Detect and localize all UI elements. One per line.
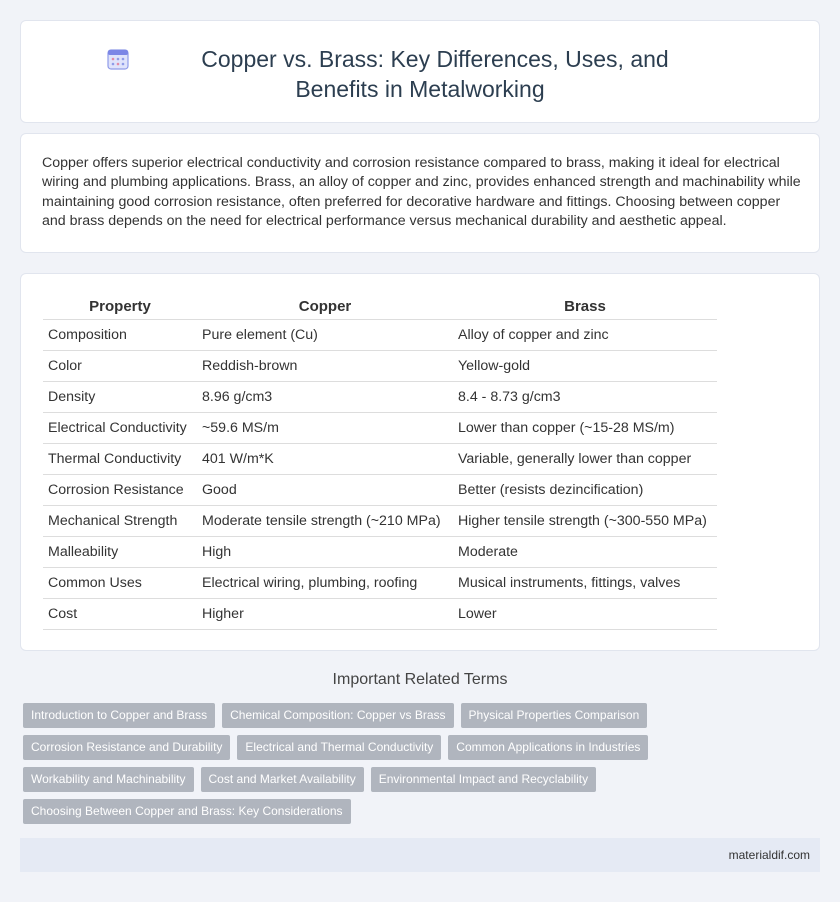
- page-title: Copper vs. Brass: Key Differences, Uses, and Benefits in Metalworking: [201, 46, 669, 102]
- table-cell: Cost: [43, 598, 197, 629]
- table-cell: Higher: [197, 598, 453, 629]
- table-cell: Variable, generally lower than copper: [453, 443, 717, 474]
- related-term-tag[interactable]: Electrical and Thermal Conductivity: [237, 735, 441, 760]
- table-cell: Corrosion Resistance: [43, 474, 197, 505]
- footer: [20, 838, 820, 872]
- tag-row: [23, 735, 823, 760]
- table-cell: Higher tensile strength (~300-550 MPa): [453, 505, 717, 536]
- table-cell: Color: [43, 350, 197, 381]
- table-cell: Composition: [43, 319, 197, 350]
- table-cell: Reddish-brown: [197, 350, 453, 381]
- related-terms-list: [23, 703, 823, 831]
- table-cell: Mechanical Strength: [43, 505, 197, 536]
- related-term-tag[interactable]: Choosing Between Copper and Brass: Key Considerations: [23, 799, 351, 824]
- table-cell: High: [197, 536, 453, 567]
- summary-text: Copper offers superior electrical conductivity and corrosion resistance compared to brass, making it ideal for electrical wiring and plumbing applications. Brass, an alloy of copper and zinc, provides enhanced strength and machinability while maintaining good corrosion resistance, often preferred for decorative hardware and fittings. Choosing between copper and brass depends on the need for electrical performance versus mechanical durability and aesthetic appeal.: [42, 155, 801, 230]
- table-row: [43, 505, 717, 536]
- related-term-tag[interactable]: Corrosion Resistance and Durability: [23, 735, 230, 760]
- table-cell: Moderate tensile strength (~210 MPa): [197, 505, 453, 536]
- related-term-tag[interactable]: Workability and Machinability: [23, 767, 194, 792]
- table-header-row: [43, 295, 717, 319]
- table-row: [43, 319, 717, 350]
- table-row: [43, 350, 717, 381]
- related-term-tag[interactable]: Cost and Market Availability: [201, 767, 364, 792]
- table-cell: ~59.6 MS/m: [197, 412, 453, 443]
- table-cell: Thermal Conductivity: [43, 443, 197, 474]
- comparison-table: [43, 295, 717, 630]
- table-cell: 8.4 - 8.73 g/cm3: [453, 381, 717, 412]
- related-term-tag[interactable]: Chemical Composition: Copper vs Brass: [222, 703, 453, 728]
- column-header: Property: [43, 295, 197, 319]
- table-cell: Density: [43, 381, 197, 412]
- summary-card: [20, 133, 820, 253]
- tag-row: [23, 703, 823, 728]
- table-cell: Electrical Conductivity: [43, 412, 197, 443]
- table-row: [43, 443, 717, 474]
- table-cell: Malleability: [43, 536, 197, 567]
- related-terms-title: Important Related Terms: [332, 671, 508, 688]
- tag-row: [23, 767, 823, 792]
- table-cell: Lower: [453, 598, 717, 629]
- tag-row: [23, 799, 823, 824]
- related-term-tag[interactable]: Environmental Impact and Recyclability: [371, 767, 596, 792]
- table-row: [43, 412, 717, 443]
- table-cell: Moderate: [453, 536, 717, 567]
- table-cell: Common Uses: [43, 567, 197, 598]
- table-cell: Alloy of copper and zinc: [453, 319, 717, 350]
- header-card: [20, 20, 820, 123]
- table-cell: Yellow-gold: [453, 350, 717, 381]
- footer-site[interactable]: materialdif.com: [728, 848, 810, 862]
- table-row: [43, 474, 717, 505]
- table-cell: Electrical wiring, plumbing, roofing: [197, 567, 453, 598]
- related-term-tag[interactable]: Common Applications in Industries: [448, 735, 648, 760]
- column-header: Brass: [453, 295, 717, 319]
- table-cell: 401 W/m*K: [197, 443, 453, 474]
- table-cell: Better (resists dezincification): [453, 474, 717, 505]
- related-term-tag[interactable]: Introduction to Copper and Brass: [23, 703, 215, 728]
- comparison-card: [20, 273, 820, 651]
- table-cell: Good: [197, 474, 453, 505]
- table-cell: 8.96 g/cm3: [197, 381, 453, 412]
- table-row: [43, 598, 717, 629]
- table-row: [43, 381, 717, 412]
- table-cell: Musical instruments, fittings, valves: [453, 567, 717, 598]
- table-row: [43, 567, 717, 598]
- related-term-tag[interactable]: Physical Properties Comparison: [461, 703, 648, 728]
- column-header: Copper: [197, 295, 453, 319]
- table-cell: Lower than copper (~15-28 MS/m): [453, 412, 717, 443]
- table-row: [43, 536, 717, 567]
- table-cell: Pure element (Cu): [197, 319, 453, 350]
